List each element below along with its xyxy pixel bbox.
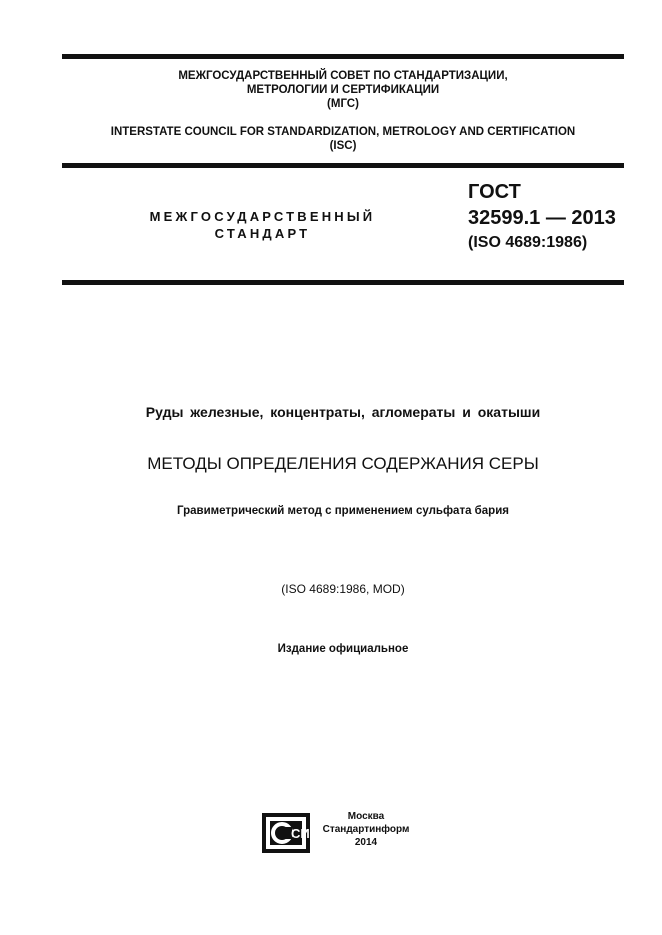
document-subject: Руды железные, концентраты, агломераты и окатыши [145,404,541,420]
standard-label [120,208,405,242]
publisher-name: Стандартинформ [322,824,410,835]
standartinform-logo [262,813,310,853]
council-ru-line-3: (МГС) [327,98,359,110]
method-detail: Гравиметрический метод с применением сульфата бария [177,505,509,517]
top-rule [62,54,624,59]
document-title: МЕТОДЫ ОПРЕДЕЛЕНИЯ СОДЕРЖАНИЯ СЕРЫ [147,454,539,473]
standard-label-line-1: МЕЖГОСУДАРСТВЕННЫЙ [149,209,376,224]
publication-year: 2014 [354,837,378,848]
gost-designation [468,180,616,254]
council-name-en [62,125,624,153]
logo-text: СИ [291,826,310,841]
council-en-line-2: (ISC) [329,140,357,152]
bottom-rule [62,280,624,285]
edition-label: Издание официальное [277,643,409,655]
council-ru-line-2: МЕТРОЛОГИИ И СЕРТИФИКАЦИИ [246,84,440,96]
council-ru-line-1: МЕЖГОСУДАРСТВЕННЫЙ СОВЕТ ПО СТАНДАРТИЗАЦИИ, [178,70,508,82]
standard-label-line-2: СТАНДАРТ [214,226,311,241]
gost-number: 32599.1 — 2013 [468,207,616,229]
gost-title: ГОСТ [468,181,521,203]
council-en-line-1: INTERSTATE COUNCIL FOR STANDARDIZATION, METROLOGY AND CERTIFICATION [110,126,576,138]
gost-iso-reference: (ISO 4689:1986) [468,234,588,251]
publisher-block [314,810,418,849]
publisher-city: Москва [347,811,385,822]
middle-rule [62,163,624,168]
iso-modification-ref: (ISO 4689:1986, MOD) [281,582,405,596]
council-name-ru [62,69,624,111]
